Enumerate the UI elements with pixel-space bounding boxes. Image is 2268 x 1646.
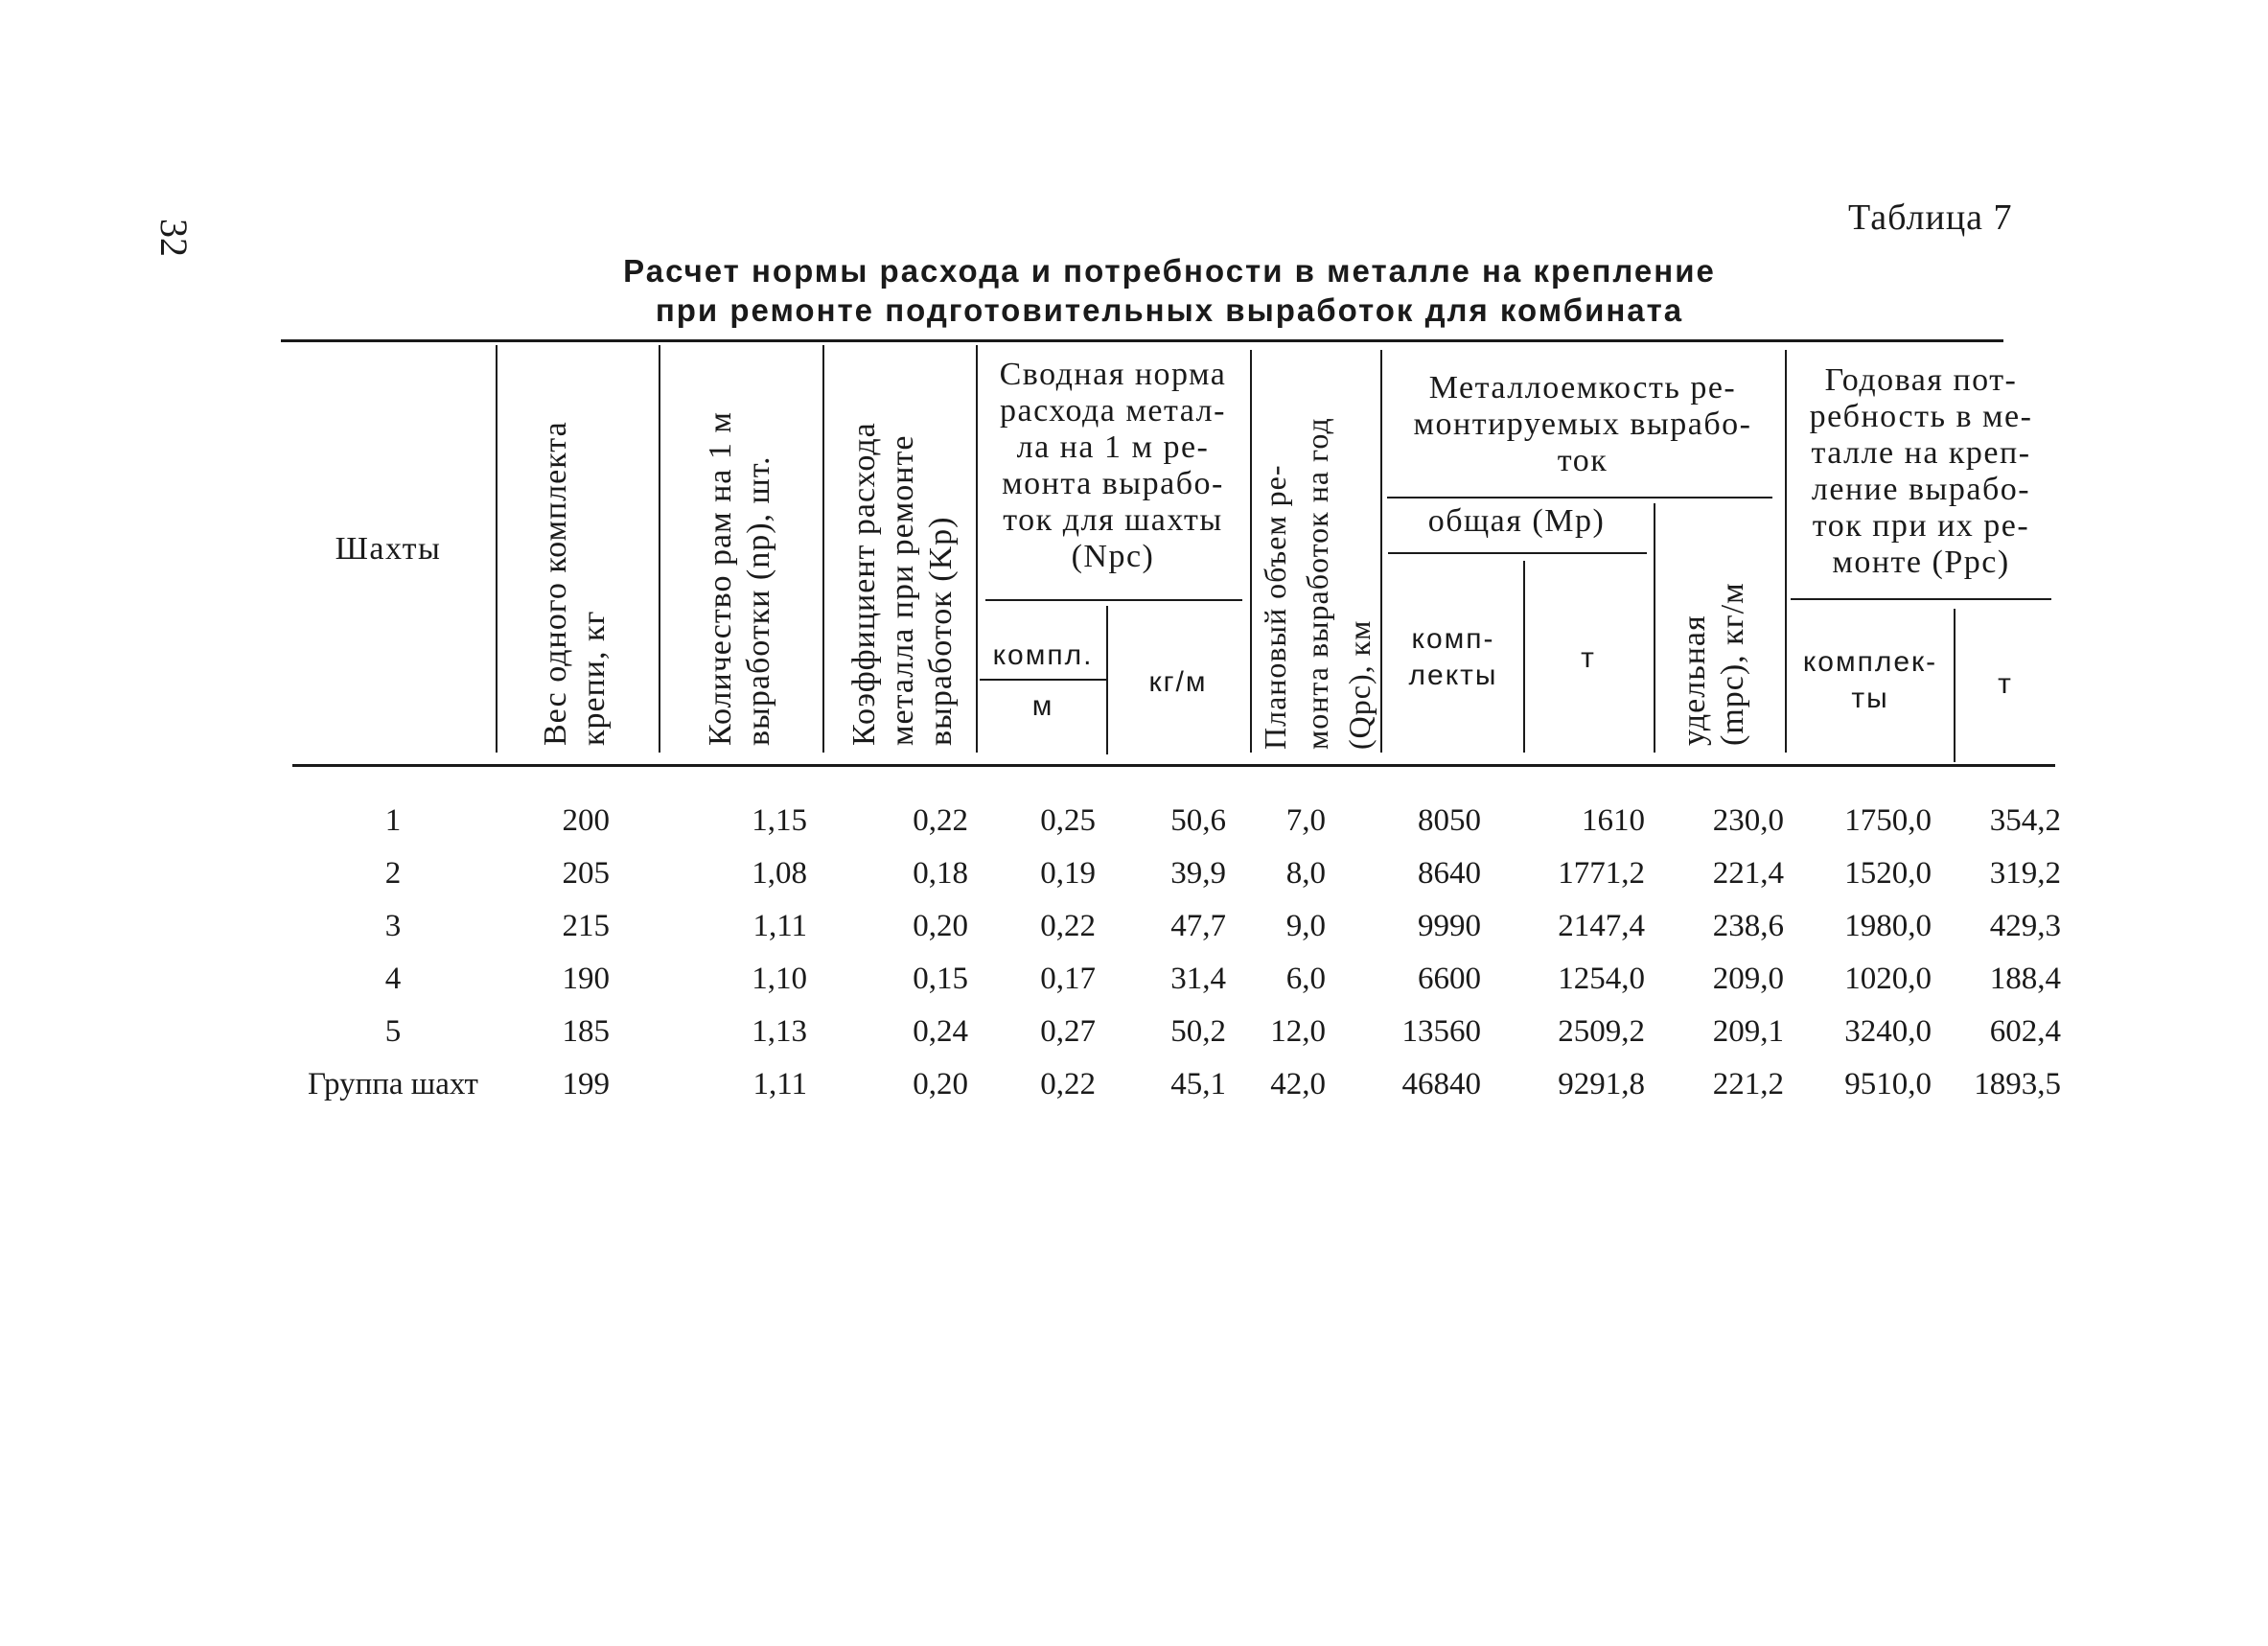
header-subrule [1791, 598, 2051, 600]
table-title-line-1: Расчет нормы расхода и потребности в металле на крепление [623, 253, 1716, 289]
cell-frames: 1,15 [752, 803, 807, 838]
cell-annual-sets: 1020,0 [1844, 962, 1932, 996]
header-subrule [980, 679, 1106, 681]
header-divider [496, 345, 498, 753]
header-summary-norm: Сводная норма расхода метал- ла на 1 м ре- монта вырабо- ток для шахты (Nрс) [999, 357, 1227, 574]
cell-annual-tons: 1893,5 [1974, 1067, 2061, 1101]
cell-norm-sets: 0,27 [1040, 1014, 1096, 1049]
cell-total-sets: 46840 [1401, 1067, 1481, 1101]
cell-mine: 5 [384, 1014, 402, 1049]
cell-frames: 1,08 [752, 856, 807, 891]
header-divider [1654, 503, 1655, 753]
header-subrule [985, 599, 1242, 601]
cell-specific: 221,2 [1712, 1067, 1784, 1101]
cell-norm-kg-per-m: 31,4 [1170, 962, 1226, 996]
cell-total-tons: 1610 [1582, 803, 1645, 838]
header-annual-tons: т [1998, 668, 2013, 700]
cell-frames: 1,11 [752, 909, 807, 943]
cell-mine: 3 [384, 909, 402, 943]
cell-coefficient: 0,24 [913, 1014, 968, 1049]
header-divider [822, 345, 824, 753]
cell-norm-kg-per-m: 39,9 [1170, 856, 1226, 891]
cell-annual-sets: 1520,0 [1844, 856, 1932, 891]
header-divider [659, 345, 660, 753]
header-planned-volume: Плановый объем ре- монта выработок на год (Qрс), км [1258, 417, 1377, 750]
cell-planned-volume: 42,0 [1270, 1067, 1326, 1101]
cell-total-sets: 8050 [1418, 803, 1481, 838]
header-coefficient: Коэффициент расхода металла при ремонте выработок (Kр) [846, 422, 959, 746]
cell-norm-sets: 0,17 [1040, 962, 1096, 996]
header-divider [976, 345, 978, 753]
header-total-tons: т [1581, 642, 1596, 674]
cell-specific: 230,0 [1712, 803, 1784, 838]
cell-annual-tons: 354,2 [1989, 803, 2061, 838]
header-divider [1523, 561, 1525, 753]
cell-total-tons: 9291,8 [1558, 1067, 1645, 1101]
header-divider [1106, 606, 1108, 754]
table-top-rule [281, 339, 2003, 342]
cell-annual-sets: 9510,0 [1844, 1067, 1932, 1101]
table-label: Таблица 7 [1848, 197, 2013, 238]
cell-annual-tons: 188,4 [1989, 962, 2061, 996]
header-mines: Шахты [335, 531, 442, 567]
header-norm-kg-per-m: кг/м [1148, 666, 1208, 698]
cell-annual-sets: 3240,0 [1844, 1014, 1932, 1049]
header-frames: Количество рам на 1 м выработки (nр), шт. [703, 411, 776, 746]
header-norm-meters: м [1031, 690, 1054, 722]
header-specific: удельная (mрс), кг/м [1677, 582, 1750, 746]
cell-specific: 238,6 [1712, 909, 1784, 943]
cell-frames: 1,10 [752, 962, 807, 996]
cell-coefficient: 0,22 [913, 803, 968, 838]
cell-weight: 199 [562, 1067, 610, 1101]
cell-frames: 1,13 [752, 1014, 807, 1049]
cell-weight: 200 [562, 803, 610, 838]
cell-weight: 215 [562, 909, 610, 943]
cell-planned-volume: 12,0 [1270, 1014, 1326, 1049]
cell-specific: 209,1 [1712, 1014, 1784, 1049]
cell-total-sets: 6600 [1418, 962, 1481, 996]
header-bottom-rule [292, 764, 2055, 767]
header-annual-sets: комплек- ты [1802, 646, 1938, 714]
cell-planned-volume: 7,0 [1285, 803, 1326, 838]
header-total-sets: комп- лекты [1408, 623, 1498, 691]
cell-norm-kg-per-m: 50,6 [1170, 803, 1226, 838]
header-divider [1954, 609, 1956, 762]
cell-planned-volume: 8,0 [1285, 856, 1326, 891]
cell-weight: 190 [562, 962, 610, 996]
cell-frames: 1,11 [752, 1067, 807, 1101]
cell-total-tons: 2509,2 [1558, 1014, 1645, 1049]
header-divider [1380, 350, 1382, 753]
cell-norm-kg-per-m: 45,1 [1170, 1067, 1226, 1101]
header-total: общая (Mр) [1427, 503, 1606, 539]
cell-coefficient: 0,15 [913, 962, 968, 996]
header-subrule [1387, 497, 1772, 498]
cell-weight: 185 [562, 1014, 610, 1049]
cell-total-tons: 2147,4 [1558, 909, 1645, 943]
cell-norm-sets: 0,22 [1040, 1067, 1096, 1101]
cell-mine: 1 [384, 803, 402, 838]
cell-norm-sets: 0,19 [1040, 856, 1096, 891]
header-metal-capacity: Металлоемкость ре- монтируемых вырабо- ток [1413, 370, 1752, 478]
cell-norm-sets: 0,25 [1040, 803, 1096, 838]
cell-mine: 2 [384, 856, 402, 891]
cell-norm-kg-per-m: 47,7 [1170, 909, 1226, 943]
cell-total-tons: 1771,2 [1558, 856, 1645, 891]
header-annual-need: Годовая пот- ребность в ме- талле на креп- ление вырабо- ток при их ре- монте (Pрс) [1809, 362, 2033, 580]
cell-total-sets: 13560 [1401, 1014, 1481, 1049]
cell-mine: Группа шахт [308, 1067, 478, 1101]
table-title-line-2: при ремонте подготовительных выработок для комбината [655, 292, 1684, 328]
cell-annual-tons: 429,3 [1989, 909, 2061, 943]
cell-coefficient: 0,20 [913, 909, 968, 943]
header-norm-sets: компл. [992, 639, 1094, 671]
header-divider [1250, 350, 1252, 753]
cell-total-tons: 1254,0 [1558, 962, 1645, 996]
cell-annual-sets: 1980,0 [1844, 909, 1932, 943]
cell-annual-sets: 1750,0 [1844, 803, 1932, 838]
cell-mine: 4 [384, 962, 402, 996]
cell-total-sets: 9990 [1418, 909, 1481, 943]
header-divider [1785, 350, 1787, 753]
cell-specific: 209,0 [1712, 962, 1784, 996]
cell-norm-kg-per-m: 50,2 [1170, 1014, 1226, 1049]
cell-total-sets: 8640 [1418, 856, 1481, 891]
page-number: 32 [152, 219, 196, 257]
cell-coefficient: 0,18 [913, 856, 968, 891]
cell-coefficient: 0,20 [913, 1067, 968, 1101]
cell-weight: 205 [562, 856, 610, 891]
cell-annual-tons: 319,2 [1989, 856, 2061, 891]
cell-annual-tons: 602,4 [1989, 1014, 2061, 1049]
header-weight: Вес одного комплекта крепи, кг [538, 421, 612, 746]
header-subrule [1388, 552, 1647, 554]
cell-planned-volume: 6,0 [1285, 962, 1326, 996]
cell-specific: 221,4 [1712, 856, 1784, 891]
cell-norm-sets: 0,22 [1040, 909, 1096, 943]
cell-planned-volume: 9,0 [1285, 909, 1326, 943]
